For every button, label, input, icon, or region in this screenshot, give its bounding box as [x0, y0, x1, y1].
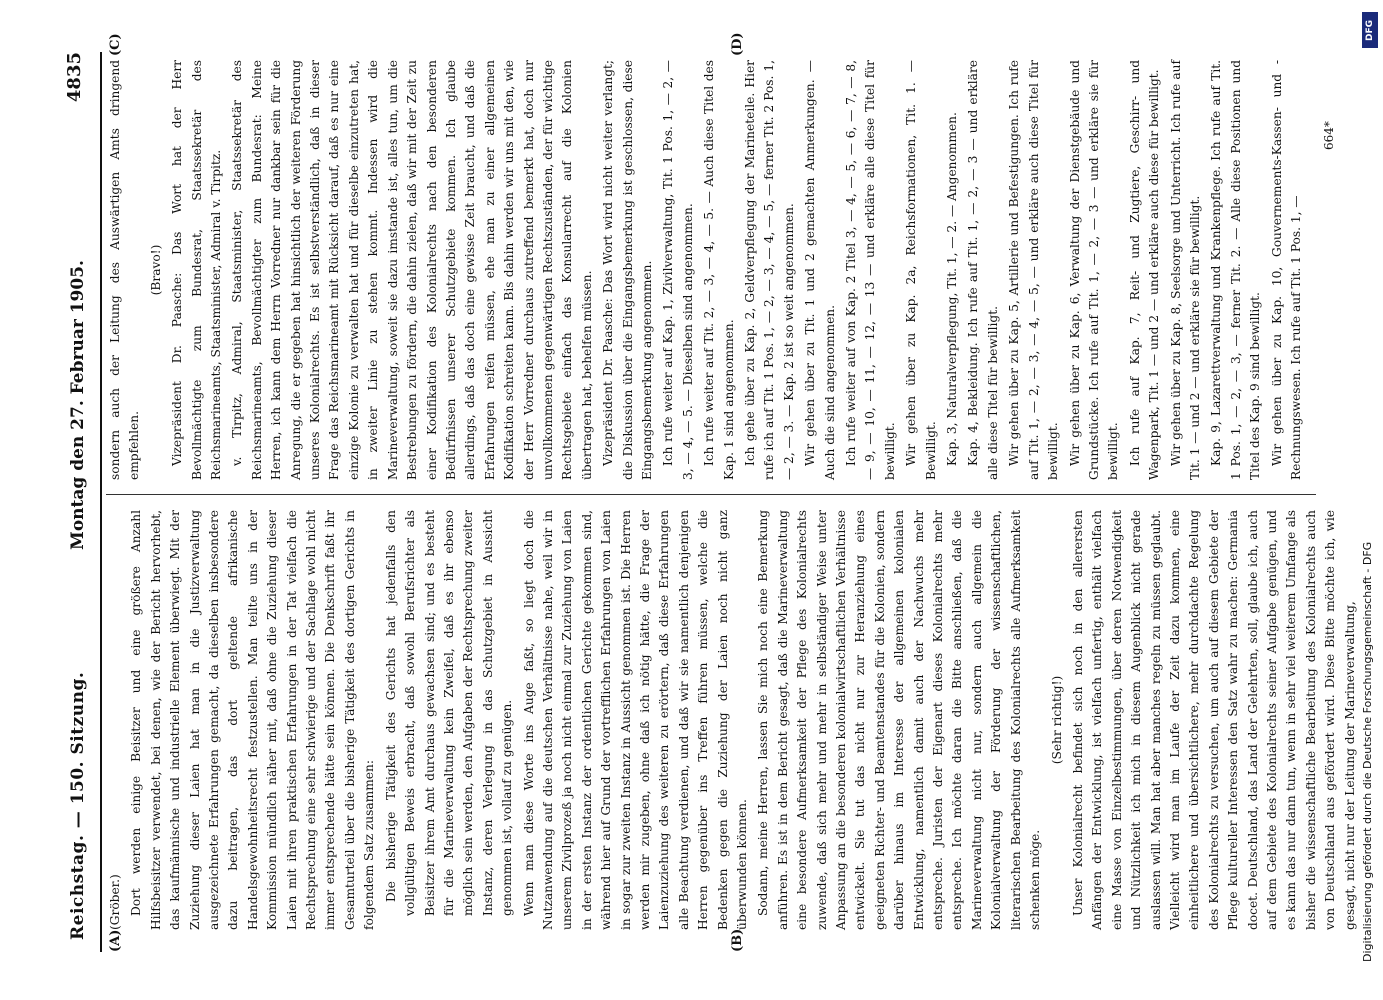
paragraph: Unser Kolonialrecht befindet sich noch in den allerersten Anfängen der Entwicklung, ist vielfach unfertig, enthält vielfach eine Masse von Einzelbestimmungen, über deren Notwendigkeit und Nützlichkeit ich mich in diesem Augenblick nicht gerade auslassen will. Man hat aber manches regeln zu müssen geglaubt. Vielleicht wird man im Laufe der Zeit dazu kommen, eine einheitlichere und übersichtlichere, mehr durchdachte Regelung des Kolonialrechts zu versuchen, um auch auf diesem Gebiete der Pflege kultureller Interessen den Satz wahr zu machen: Germania docet. Deutschland, das Land der Gelehrten, soll, glaube ich, auch auf dem Gebiete des Kolonialrechts seiner Aufgabe genügen, und es kann das nur dann tun, wenn in sehr viel weiterem Umfange als bisher die wissenschaftliche Bearbeitung des Kolonialrechts auch von Deutschland aus gefördert wird. Diese Bitte möchte ich, wie gesagt, nicht nur der Leitung der Marineverwaltung,: [1070, 510, 1357, 930]
paragraph: Vizepräsident Dr. Paasche: Das Wort hat der Herr Bevollmächtigte zum Bundesrat, Staatssekretär des Reichsmarineamts, Staatsminister, Admiral v. Tirpitz.: [170, 60, 224, 480]
paragraph: Wir gehen über zu Kap. 8, Seelsorge und Unterricht. Ich rufe auf Tit. 1 — und 2 — und erkläre sie für bewilligt.: [1168, 60, 1202, 480]
paragraph: Wir gehen über zu Kap. 6, Verwaltung der Dienstgebäude und Grundstücke. Ich rufe auf Tit. 1, — 2, — 3 — und erkläre sie für bewilligt.: [1067, 60, 1121, 480]
dfg-logo-icon: DFG: [1362, 12, 1378, 48]
paragraph: Kap. 9, Lazarettverwaltung und Krankenpflege. Ich rufe auf Tit. 1 Pos. 1, — 2, — 3, — ferner Tit. 2. — Alle diese Positionen und Titel des Kap. 9 sind bewilligt.: [1209, 60, 1263, 480]
paragraph: v. Tirpitz, Admiral, Staatsminister, Staatssekretär des Reichsmarineamts, Bevollmächtigter zum Bundesrat: Meine Herren, ich kann dem Herrn Vorredner nur dankbar sein für die Anregung, die er gegeben hat hinsichtlich der weiteren Förderung unseres Kolonialrechts. Es ist selbstverständlich, daß in dieser Frage das Reichsmarineamt mit Rücksicht darauf, daß es nur eine einzige Kolonie zu verwalten hat und für dieselbe einzutreten hat, in zweiter Linie zu stehen kommt. Indessen wird die Marineverwaltung, soweit sie dazu imstande ist, alles tun, um die Bestrebungen zu fördern, die dahin zielen, daß wir mit der Zeit zu einer Kodifikation des Kolonialrechts nach den besonderen Bedürfnissen unserer Schutzgebiete kommen. Ich glaube allerdings, daß das doch eine gewisse Zeit braucht, und daß die Erfahrungen reifen müssen, ehe man zu einer allgemeinen Kodifikation schreiten kann. Bis dahin werden wir uns mit den, wie der Herr Vorredner durchaus zutreffend bemerkt hat, doch nur unvollkommenen gegenwärtigen Rechtszuständen, der für wichtige Rechtsgebiete einfach das Konsularrecht auf die Kolonien übertragen hat, behelfen müssen.: [230, 60, 594, 480]
column-separator: [106, 494, 1316, 495]
paragraph: Ich rufe weiter auf Tit. 2, — 3, — 4, — 5. — Auch diese Titel des Kap. 1 sind angenommen.: [702, 60, 736, 480]
digitization-credit: [1361, 12, 1379, 982]
paragraph: Ich rufe weiter auf Kap. 1, Zivilverwaltung, Tit. 1 Pos. 1, — 2, — 3, — 4, — 5. — Dieselben sind angenommen.: [661, 60, 695, 480]
page-number: 4835: [64, 52, 85, 103]
interjection: (Bravo!): [148, 244, 163, 296]
paragraph: Sodann, meine Herren, lassen Sie mich noch eine Bemerkung anführen. Es ist in dem Bericht gesagt, daß die Marineverwaltung eine besondere Aufmerksamkeit der Pflege des Kolonialrechts zuwende, daß sich mehr und mehr in selbständiger Weise unter Anpassung an die besonderen kolonialwirtschaftlichen Verhältnisse entwickelt. Sie tut das nicht nur zur Heranziehung eines geeigneten Richter- und Beamtenstandes für die Kolonien, sondern darüber hinaus im Interesse der allgemeinen kolonialen Entwicklung, namentlich damit auch der Nachwuchs mehr entspreche. Juristen der Eigenart dieses Kolonialrechts mehr entspreche. Ich möchte daran die Bitte anschließen, daß die Marineverwaltung nicht nur, sondern auch allgemein die Kolonialverwaltung der Förderung der wissenschaftlichen, literarischen Bearbeitung des Kolonialrechts alle Aufmerksamkeit schenken möge.: [756, 510, 1043, 930]
right-column: [106, 60, 1321, 480]
margin-mark-b: (B): [730, 928, 745, 952]
paragraph: Kap. 3, Naturalverpflegung, Tit. 1, — 2. — Angenommen.: [945, 112, 960, 466]
header-rule: [100, 52, 102, 952]
paragraph: Vizepräsident Dr. Paasche: Das Wort wird nicht weiter verlangt; die Diskussion über die Eingangsbemerkung ist geschlossen, diese Eingangsbemerkung angenommen.: [601, 60, 654, 480]
margin-mark-a: (A): [108, 929, 123, 952]
paragraph: Wenn man diese Worte ins Auge faßt, so liegt doch die Nutzanwendung auf die deutschen Verhältnisse nahe, weil wir in unserem Zivilprozeß ja noch nicht einmal zur Zuziehung von Laien in der ersten Instanz der ordentlichen Gerichte gekommen sind, während hier auf Grund der vortrefflichen Erfahrungen von Laien in sogar zur zweiten Instanz in Aussicht genommen ist. Die Herren werden mir zugeben, ohne daß ich nötig hätte, die Frage der Laienzuziehung des weiteren zu erörtern, daß diese Erfahrungen alle Beachtung verdienen, und daß wir sie namentlich denjenigen Herren gegenüber ins Treffen führen müssen, welche die Bedenken gegen die Zuziehung der Laien noch nicht ganz überwunden können.: [521, 510, 749, 930]
paragraph: sondern auch der Leitung des Auswärtigen Amts dringend empfehlen.: [108, 60, 142, 480]
header-date: Montag den 27. Februar 1905.: [68, 260, 88, 550]
paragraph: Wir gehen über zu Kap. 5, Artillerie und Befestigungen. Ich rufe auf Tit. 1, — 2, — 3, — 4, — 5, — und erkläre auch diese Titel für bewilligt.: [1007, 60, 1061, 480]
quotation: Die bisherige Tätigkeit des Gerichts hat jedenfalls den vollgültigen Beweis erbracht, daß sowohl Berufsrichter als Beisitzer ihrem Amt durchaus gewachsen sind; und es besteht für die Marineverwaltung kein Zweifel, daß es ihr ebenso möglich sein werden, den Aufgaben der Rechtsprechung zweiter Instanz, deren Verlegung in das Schutzgebiet in Aussicht genommen ist, vollauf zu genügen.: [383, 510, 515, 916]
paragraph: Dort werden einige Beisitzer und eine größere Anzahl Hilfsbeisitzer verwendet, bei denen, wie der Bericht hervorhebt, das kaufmännische und industrielle Element überwiegt. Mit der Zuziehung dieser Laien hat man in die Justizverwaltung ausgezeichnete Erfahrungen gemacht, da dieselben insbesondere dazu beitragen, das dort geltende afrikanische Handelsgewohnheitsrecht festzustellen. Man teilte uns in der Kommission mündlich näher mit, daß ohne die Zuziehung dieser Laien mit ihren praktischen Erfahrungen in der Tat vielfach die Rechtsprechung eine sehr schwierige und der Sachlage wohl nicht immer entsprechende hätte sein können. Die Denkschrift faßt ihr Gesamturteil über die bisherige Tätigkeit des dortigen Gerichts in folgendem Satz zusammen:: [129, 510, 377, 930]
paragraph: Ich rufe weiter auf von Kap. 2 Titel 3, — 4, — 5, — 6, — 7, — 8, — 9, — 10, — 11, — 12, — 13 — und erkläre alle diese Titel für bewilligt.: [844, 60, 897, 480]
paragraph: Ich rufe auf Kap. 7, Reit- und Zugtiere, Geschirr- und Wagenpark, Tit. 1 — und 2 — und erkläre auch diese für bewilligt.: [1127, 60, 1162, 480]
signature-mark: 664*: [1322, 121, 1336, 150]
paragraph: Kap. 4, Bekleidung. Ich rufe auf Tit. 1, — 2, — 3 — und erkläre alle diese Titel für bewilligt.: [966, 60, 1000, 480]
left-column: [106, 510, 1357, 930]
running-header: [60, 0, 100, 1000]
header-session: Reichstag. — 150. Sitzung.: [68, 671, 88, 940]
margin-mark-c: (C): [108, 33, 123, 56]
paragraph: Ich gehe über zu Kap. 2, Geldverpflegung der Marineteile. Hier rufe ich auf Tit. 1 Pos. 1, — 2, — 3, — 4, — 5, — ferner Tit. 2 Pos. 1, — 2, — 3. — Kap. 2 ist so weit angenommen.: [743, 60, 796, 480]
paragraph: Wir gehen über zu Tit. 1 und 2 gemachten Anmerkungen. — Auch die sind angenommen.: [803, 60, 837, 480]
speaker-tag: (Gröber.): [108, 874, 122, 930]
paragraph: Wir gehen über zu Kap. 2a, Reichsformationen, Tit. 1. — Bewilligt.: [904, 60, 938, 480]
interjection: (Sehr richtig!): [1049, 675, 1064, 765]
credit-text: Digitalisierung gefördert durch die Deutsche Forschungsgemeinschaft - DFG: [1361, 541, 1374, 962]
margin-mark-d: (D): [730, 32, 745, 56]
paragraph: Wir gehen über zu Kap. 10, Gouvernements-Kassen- und -Rechnungswesen. Ich rufe auf Tit. 1 Pos. 1, —: [1269, 60, 1303, 480]
